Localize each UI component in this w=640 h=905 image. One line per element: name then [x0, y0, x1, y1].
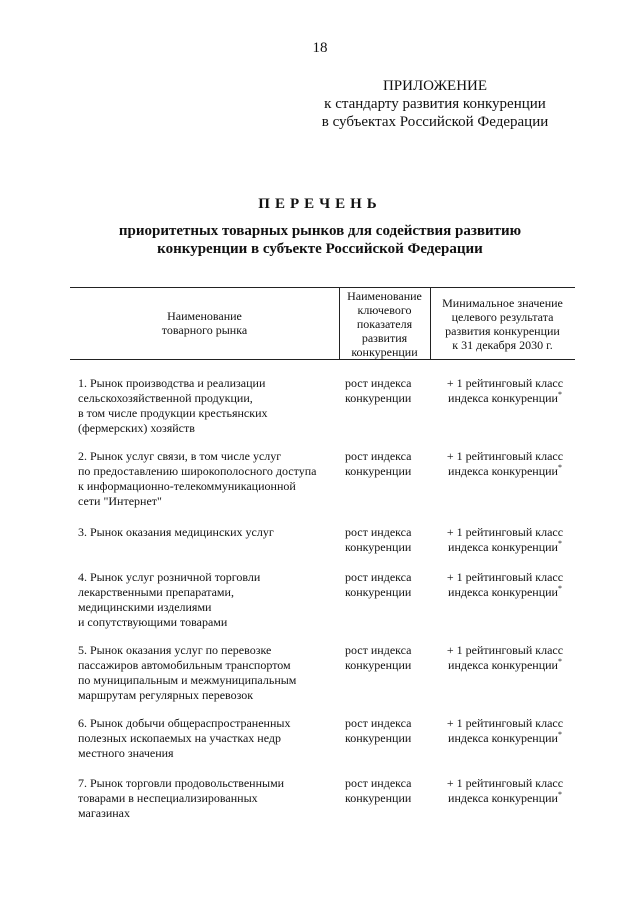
indicator-line: конкуренции	[345, 464, 412, 478]
indicator-cell	[345, 643, 430, 673]
target-text: + 1 рейтинговый класс	[446, 525, 564, 539]
market-name-line: сельскохозяйственной продукции,	[78, 391, 253, 405]
indicator-line: рост индекса	[345, 376, 412, 390]
target-line	[436, 731, 574, 746]
target-cell	[436, 570, 574, 600]
target-line	[436, 658, 574, 673]
header-indicator-line-4: развития	[361, 331, 408, 345]
footnote-mark: *	[557, 584, 562, 593]
target-line	[436, 585, 574, 600]
market-name-line: 4. Рынок услуг розничной торговли	[78, 570, 261, 584]
target-line	[436, 776, 574, 791]
market-name-cell	[78, 570, 338, 630]
indicator-cell	[345, 525, 430, 555]
indicator-line: конкуренции	[345, 731, 412, 745]
indicator-line: конкуренции	[345, 791, 412, 805]
appendix-line-1: к стандарту развития конкуренции	[324, 96, 546, 112]
header-indicator-line-1: Наименование	[347, 289, 422, 303]
indicator-cell	[345, 570, 430, 600]
header-indicator-line-5: конкуренции	[351, 345, 418, 359]
footnote-mark: *	[557, 657, 562, 666]
target-line	[436, 376, 574, 391]
target-line	[436, 570, 574, 585]
target-text: индекса конкуренции	[448, 464, 558, 478]
market-name-cell	[78, 449, 338, 509]
market-name-line: медицинскими изделиями	[78, 600, 212, 614]
appendix-title: ПРИЛОЖЕНИЕ	[382, 78, 488, 94]
target-line	[436, 464, 574, 479]
header-indicator	[339, 289, 430, 359]
target-line	[436, 716, 574, 731]
target-cell	[436, 776, 574, 806]
header-target-line-4: к 31 декабря 2030 г.	[452, 338, 553, 352]
market-name-line: и сопутствующими товарами	[78, 615, 228, 629]
market-name-cell	[78, 643, 338, 703]
indicator-line: рост индекса	[345, 776, 412, 790]
target-cell	[436, 376, 574, 406]
target-cell	[436, 449, 574, 479]
market-name-line: 2. Рынок услуг связи, в том числе услуг	[78, 449, 282, 463]
target-line	[436, 540, 574, 555]
market-name-line: по муниципальным и межмуниципальным	[78, 673, 297, 687]
footnote-mark: *	[557, 539, 562, 548]
target-text: индекса конкуренции	[448, 731, 558, 745]
subtitle-line-2: конкуренции в субъекте Российской Федерации	[157, 241, 483, 257]
header-market-line-1: Наименование	[167, 309, 242, 323]
header-target-line-1: Минимальное значение	[442, 296, 563, 310]
market-name-line: 3. Рынок оказания медицинских услуг	[78, 525, 274, 539]
market-name-line: 1. Рынок производства и реализации	[78, 376, 266, 390]
market-name-line: (фермерских) хозяйств	[78, 421, 195, 435]
indicator-line: рост индекса	[345, 570, 412, 584]
footnote-mark: *	[557, 463, 562, 472]
document-title: ПЕРЕЧЕНЬ	[258, 196, 382, 212]
target-text: + 1 рейтинговый класс	[446, 776, 564, 790]
target-text: + 1 рейтинговый класс	[446, 376, 564, 390]
market-name-line: лекарственными препаратами,	[78, 585, 234, 599]
indicator-cell	[345, 716, 430, 746]
market-name-line: 7. Рынок торговли продовольственными	[78, 776, 285, 790]
footnote-mark: *	[557, 390, 562, 399]
target-text: + 1 рейтинговый класс	[446, 570, 564, 584]
target-text: индекса конкуренции	[448, 540, 558, 554]
target-text: индекса конкуренции	[448, 585, 558, 599]
market-name-line: к информационно-телекоммуникационной	[78, 479, 296, 493]
header-target-line-2: целевого результата	[451, 310, 554, 324]
target-line	[436, 449, 574, 464]
market-name-line: товарами в неспециализированных	[78, 791, 258, 805]
indicator-line: рост индекса	[345, 525, 412, 539]
market-name-cell	[78, 716, 338, 761]
target-text: индекса конкуренции	[448, 658, 558, 672]
appendix-block	[300, 77, 570, 131]
indicator-line: конкуренции	[345, 658, 412, 672]
target-line	[436, 391, 574, 406]
subtitle-line-1: приоритетных товарных рынков для содействия развитию	[118, 223, 522, 239]
market-name-cell	[78, 525, 338, 540]
target-line	[436, 525, 574, 540]
indicator-line: конкуренции	[345, 391, 412, 405]
target-line	[436, 643, 574, 658]
target-text: + 1 рейтинговый класс	[446, 716, 564, 730]
market-name-cell	[78, 376, 338, 436]
header-market-name	[70, 309, 339, 337]
header-target-line-3: развития конкуренции	[445, 324, 560, 338]
target-text: + 1 рейтинговый класс	[446, 643, 564, 657]
header-indicator-line-3: показателя	[356, 317, 413, 331]
market-name-line: магазинах	[78, 806, 130, 820]
target-cell	[436, 716, 574, 746]
header-target	[430, 296, 575, 352]
indicator-line: конкуренции	[345, 540, 412, 554]
target-text: индекса конкуренции	[448, 791, 558, 805]
market-name-line: пассажиров автомобильным транспортом	[78, 658, 291, 672]
indicator-cell	[345, 776, 430, 806]
market-name-line: в том числе продукции крестьянских	[78, 406, 268, 420]
market-name-line: 5. Рынок оказания услуг по перевозке	[78, 643, 272, 657]
indicator-cell	[345, 376, 430, 406]
indicator-line: конкуренции	[345, 585, 412, 599]
header-market-line-2: товарного рынка	[161, 323, 248, 337]
document-subtitle	[80, 222, 560, 258]
target-text: + 1 рейтинговый класс	[446, 449, 564, 463]
header-indicator-line-2: ключевого	[357, 303, 412, 317]
market-name-line: сети "Интернет"	[78, 494, 162, 508]
indicator-cell	[345, 449, 430, 479]
market-name-line: маршрутам регулярных перевозок	[78, 688, 254, 702]
market-name-line: 6. Рынок добычи общераспространенных	[78, 716, 291, 730]
target-line	[436, 791, 574, 806]
page-number: 18	[312, 40, 328, 56]
market-name-cell	[78, 776, 338, 821]
market-name-line: полезных ископаемых на участках недр	[78, 731, 281, 745]
target-text: индекса конкуренции	[448, 391, 558, 405]
table-header-bottom-border	[70, 359, 575, 360]
appendix-line-2: в субъектах Российской Федерации	[321, 114, 549, 130]
footnote-mark: *	[557, 730, 562, 739]
market-name-line: по предоставлению широкополосного доступа	[78, 464, 317, 478]
indicator-line: рост индекса	[345, 449, 412, 463]
indicator-line: рост индекса	[345, 716, 412, 730]
target-cell	[436, 643, 574, 673]
indicator-line: рост индекса	[345, 643, 412, 657]
table-top-border	[70, 287, 575, 288]
target-cell	[436, 525, 574, 555]
footnote-mark: *	[557, 790, 562, 799]
market-name-line: местного значения	[78, 746, 174, 760]
